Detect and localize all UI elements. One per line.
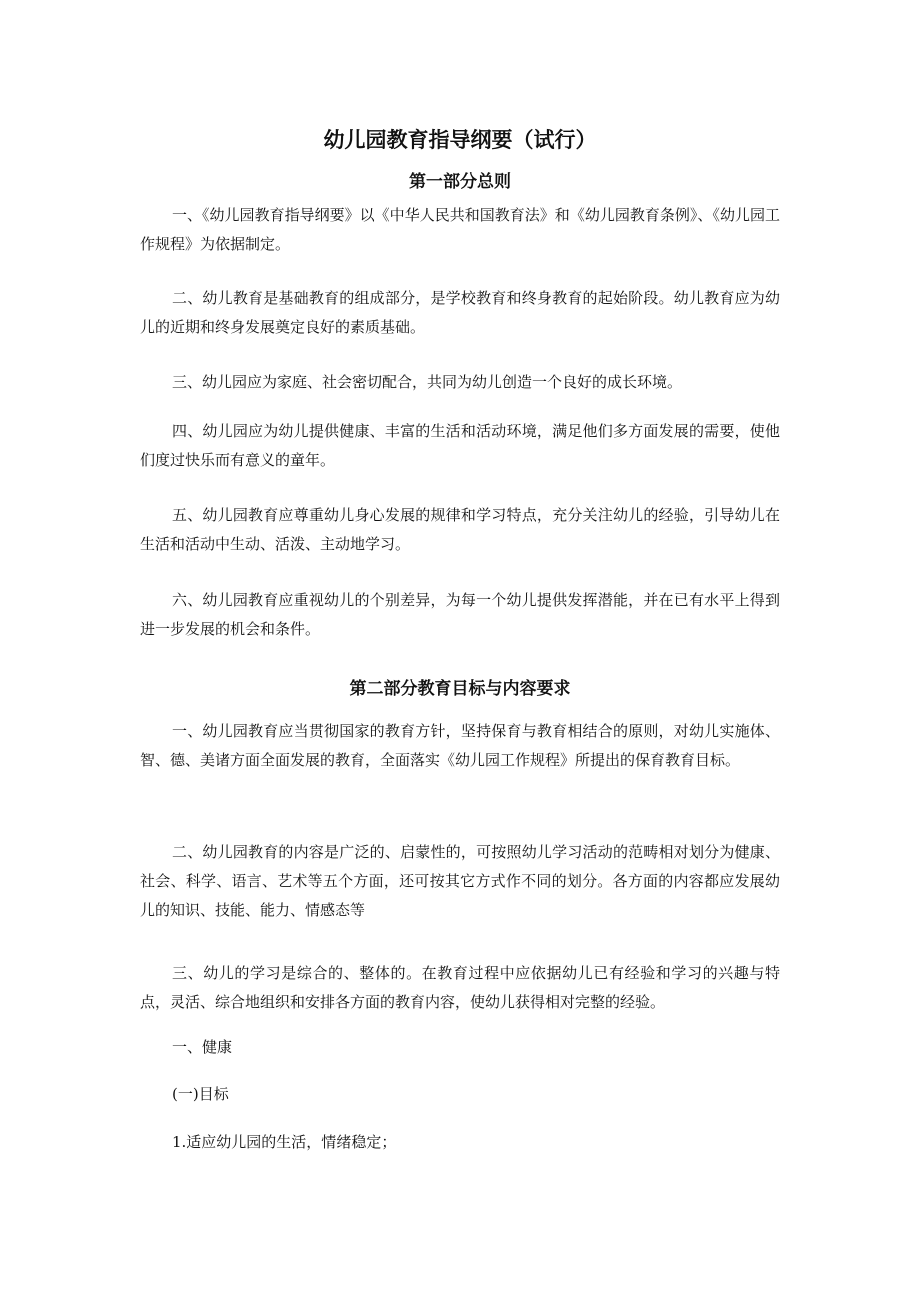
part1-paragraph-6: 六、幼儿园教育应重视幼儿的个别差异，为每一个幼儿提供发挥潜能，并在已有水平上得到进一步发展的机会和条件。 xyxy=(140,591,780,638)
part2-heading: 第二部分教育目标与内容要求 xyxy=(349,679,571,699)
part1-paragraph-4: 四、幼儿园应为幼儿提供健康、丰富的生活和活动环境，满足他们多方面发展的需要，使他们度过快乐而有意义的童年。 xyxy=(140,422,780,469)
part2-paragraph-3: 三、幼儿的学习是综合的、整体的。在教育过程中应依据幼儿已有经验和学习的兴趣与特点，灵活、综合地组织和安排各方面的教育内容，使幼儿获得相对完整的经验。 xyxy=(140,964,780,1011)
part2-paragraph-1: 一、幼儿园教育应当贯彻国家的教育方针，坚持保育与教育相结合的原则，对幼儿实施体、智、德、美诸方面全面发展的教育，全面落实《幼儿园工作规程》所提出的保育教育目标。 xyxy=(140,722,780,769)
part2-paragraph-2: 二、幼儿园教育的内容是广泛的、启蒙性的，可按照幼儿学习活动的范畴相对划分为健康、社会、科学、语言、艺术等五个方面，还可按其它方式作不同的划分。各方面的内容都应发展幼儿的知识、技能、能力、情感态等 xyxy=(140,843,780,919)
health-goal-item-1: 1.适应幼儿园的生活，情绪稳定； xyxy=(172,1133,397,1151)
part1-heading: 第一部分总则 xyxy=(409,172,511,192)
health-goals-heading: (一)目标 xyxy=(172,1085,229,1103)
part1-paragraph-5: 五、幼儿园教育应尊重幼儿身心发展的规律和学习特点，充分关注幼儿的经验，引导幼儿在生活和活动中生动、活泼、主动地学习。 xyxy=(140,506,780,553)
part1-paragraph-2: 二、幼儿教育是基础教育的组成部分，是学校教育和终身教育的起始阶段。幼儿教育应为幼儿的近期和终身发展奠定良好的素质基础。 xyxy=(140,289,780,336)
part1-paragraph-1: 一、《幼儿园教育指导纲要》以《中华人民共和国教育法》和《幼儿园教育条例》、《幼儿园工作规程》为依据制定。 xyxy=(140,206,780,253)
health-heading: 一、健康 xyxy=(172,1038,233,1056)
document-title: 幼儿园教育指导纲要（试行） xyxy=(323,127,597,152)
part1-paragraph-3: 三、幼儿园应为家庭、社会密切配合，共同为幼儿创造一个良好的成长环境。 xyxy=(172,373,683,391)
